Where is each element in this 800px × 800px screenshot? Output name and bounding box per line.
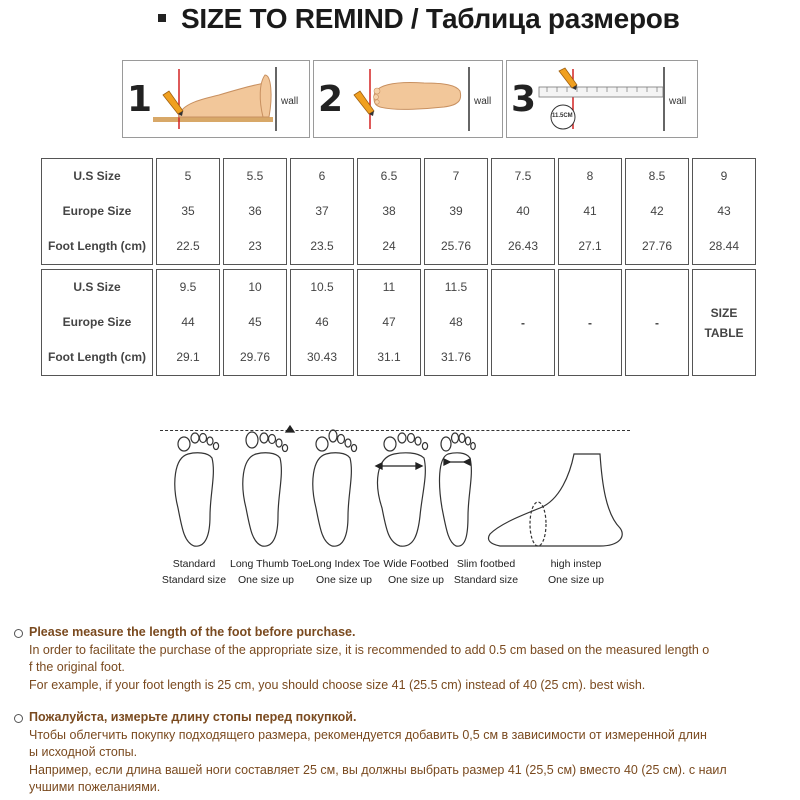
size-column xyxy=(692,158,756,265)
note-line: Чтобы облегчить покупку подходящего размера, рекомендуется добавить 0,5 см в зависимости от измеренной длин xyxy=(29,727,707,742)
wall-line xyxy=(275,67,277,131)
step-1-number: 1 xyxy=(127,79,153,120)
row-headers xyxy=(41,269,153,376)
foot-length-value: 24 xyxy=(382,239,396,253)
eu-size-value: 40 xyxy=(516,204,530,218)
wall-label: wall xyxy=(474,96,492,107)
us-size-value: 11.5 xyxy=(444,280,468,294)
step-2-number: 2 xyxy=(318,79,344,120)
foot-length-value: 29.76 xyxy=(239,350,271,364)
size-table-1 xyxy=(38,155,759,268)
bullet-circle-icon xyxy=(14,714,23,723)
eu-size-value: 41 xyxy=(583,204,597,218)
scale-label: 11.5CM xyxy=(552,113,573,119)
title-bullet xyxy=(158,14,166,22)
us-size-value: 11 xyxy=(382,280,396,294)
note-line: For example, if your foot length is 25 cm, you should choose size 41 (25.5 cm) instead of 40 (25 cm). best wish. xyxy=(29,677,646,692)
foot-top-illustration xyxy=(344,65,476,133)
eu-size-value: 36 xyxy=(248,204,262,218)
note-line: Пожалуйста, измерьте длину стопы перед покупкой. xyxy=(29,710,357,724)
eu-size-value: 47 xyxy=(382,315,396,329)
foot-type-advice: One size up xyxy=(315,574,373,586)
eu-size-value: 38 xyxy=(382,204,396,218)
row-headers xyxy=(41,158,153,265)
foot-types-illustration xyxy=(150,424,640,564)
foot-type-wide xyxy=(380,556,452,588)
us-size-label: U.S Size xyxy=(73,280,121,294)
us-size-value: 7 xyxy=(452,169,460,183)
foot-type-high-instep xyxy=(540,556,612,588)
size-column xyxy=(558,158,622,265)
foot-type-standard xyxy=(158,556,230,588)
foot-length-value: 25.76 xyxy=(440,239,472,253)
europe-size-label: Europe Size xyxy=(62,204,132,218)
foot-type-name: Long Thumb Toe xyxy=(230,558,309,570)
eu-size-value: 44 xyxy=(181,315,195,329)
size-column xyxy=(290,158,354,265)
foot-length-label: Foot Length (cm) xyxy=(48,239,146,253)
foot-type-name: Wide Footbed xyxy=(383,558,449,570)
step-2-panel xyxy=(313,60,503,138)
note-english xyxy=(29,624,789,694)
foot-length-value: 31.76 xyxy=(440,350,472,364)
note-line: Например, если длина вашей ноги составляет 25 см, вы должны выбрать размер 41 (25,5 см) вместо 40 (25 см). с наил xyxy=(29,762,727,777)
foot-type-slim xyxy=(450,556,522,588)
wall-label: wall xyxy=(669,96,687,107)
size-column xyxy=(424,269,488,376)
empty-cell: - xyxy=(625,269,689,376)
step-3-panel xyxy=(506,60,698,138)
us-size-label: U.S Size xyxy=(73,169,121,183)
foot-length-value: 27.1 xyxy=(578,239,602,253)
step-3-number: 3 xyxy=(511,79,537,120)
us-size-value: 5.5 xyxy=(246,169,264,183)
foot-length-value: 23.5 xyxy=(310,239,334,253)
size-table-label-line-2: TABLE xyxy=(704,325,744,340)
foot-type-name: Long Index Toe xyxy=(308,558,380,570)
eu-size-value: 35 xyxy=(181,204,195,218)
page-title: SIZE TO REMIND / Таблица размеров xyxy=(181,3,680,34)
wall-line xyxy=(468,67,470,131)
size-column xyxy=(290,269,354,376)
size-table-2 xyxy=(38,266,759,379)
size-table-label-line-1: SIZE xyxy=(710,305,738,320)
foot-type-name: high instep xyxy=(550,558,602,570)
size-column xyxy=(357,158,421,265)
us-size-value: 8 xyxy=(586,169,594,183)
size-column xyxy=(156,269,220,376)
note-line: Please measure the length of the foot before purchase. xyxy=(29,625,356,639)
us-size-value: 9.5 xyxy=(179,280,197,294)
foot-type-advice: One size up xyxy=(237,574,295,586)
us-size-value: 5 xyxy=(184,169,192,183)
ruler-illustration xyxy=(537,65,667,133)
foot-type-long-index xyxy=(308,556,380,588)
empty-cell: - xyxy=(491,269,555,376)
europe-size-label: Europe Size xyxy=(62,315,132,329)
foot-type-long-thumb xyxy=(230,556,309,588)
eu-size-value: 39 xyxy=(449,204,463,218)
wall-label: wall xyxy=(281,96,299,107)
eu-size-value: 42 xyxy=(650,204,664,218)
size-column xyxy=(357,269,421,376)
us-size-value: 6 xyxy=(318,169,326,183)
foot-length-label: Foot Length (cm) xyxy=(48,350,146,364)
foot-type-advice: Standard size xyxy=(161,574,227,586)
eu-size-value: 37 xyxy=(315,204,329,218)
note-line: In order to facilitate the purchase of the appropriate size, it is recommended to add 0.5 cm based on the measured length o xyxy=(29,642,710,657)
foot-type-advice: One size up xyxy=(547,574,605,586)
eu-size-value: 43 xyxy=(717,204,731,218)
bullet-circle-icon xyxy=(14,629,23,638)
foot-type-name: Standard xyxy=(172,558,216,570)
foot-side-illustration xyxy=(153,65,285,133)
us-size-value: 10 xyxy=(248,280,262,294)
foot-length-value: 28.44 xyxy=(708,239,740,253)
size-column xyxy=(223,158,287,265)
note-line: ы исходной стопы. xyxy=(29,745,138,759)
us-size-value: 10.5 xyxy=(310,280,334,294)
eu-size-value: 46 xyxy=(315,315,329,329)
foot-length-value: 31.1 xyxy=(377,350,401,364)
foot-type-advice: Standard size xyxy=(453,574,519,586)
foot-length-value: 30.43 xyxy=(306,350,338,364)
note-line: учшими пожеланиями. xyxy=(29,780,161,794)
eu-size-value: 48 xyxy=(449,315,463,329)
us-size-value: 7.5 xyxy=(514,169,532,183)
foot-type-advice: One size up xyxy=(387,574,445,586)
foot-type-name: Slim footbed xyxy=(456,558,516,570)
size-column xyxy=(424,158,488,265)
size-table-label xyxy=(692,269,756,376)
us-size-value: 6.5 xyxy=(380,169,398,183)
step-1-panel xyxy=(122,60,310,138)
eu-size-value: 45 xyxy=(248,315,262,329)
size-column xyxy=(491,158,555,265)
us-size-value: 9 xyxy=(720,169,728,183)
foot-length-value: 29.1 xyxy=(176,350,200,364)
note-russian xyxy=(29,709,789,797)
size-column xyxy=(156,158,220,265)
empty-cell: - xyxy=(558,269,622,376)
foot-length-value: 27.76 xyxy=(641,239,673,253)
note-line: f the original foot. xyxy=(29,660,125,674)
size-column xyxy=(223,269,287,376)
foot-length-value: 22.5 xyxy=(176,239,200,253)
foot-length-value: 26.43 xyxy=(507,239,539,253)
size-column xyxy=(625,158,689,265)
wall-line xyxy=(663,67,665,131)
us-size-value: 8.5 xyxy=(648,169,666,183)
foot-length-value: 23 xyxy=(248,239,262,253)
